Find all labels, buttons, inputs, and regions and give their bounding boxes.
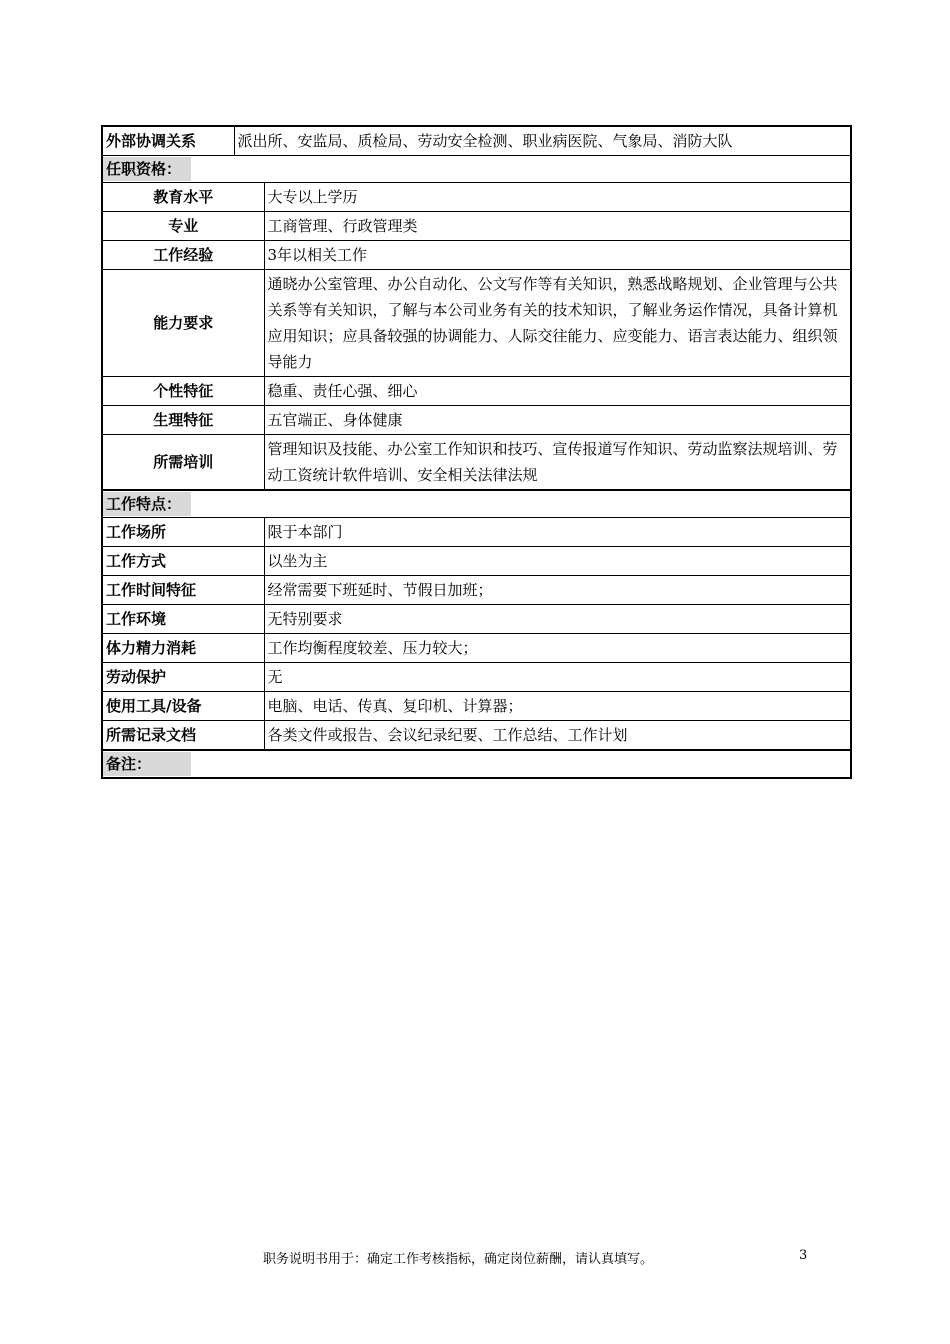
ability-label: 能力要求 — [102, 270, 264, 377]
tools-label: 使用工具/设备 — [102, 692, 264, 721]
documents-value: 各类文件或报告、会议纪录纪要、工作总结、工作计划 — [264, 721, 851, 751]
qualification-section-title: 任职资格： — [103, 157, 191, 181]
table-row — [102, 406, 851, 435]
table-row — [102, 605, 851, 634]
table-row — [102, 435, 851, 491]
major-label: 专业 — [102, 212, 264, 241]
work-time-value: 经常需要下班延时、节假日加班； — [264, 576, 851, 605]
table-row — [102, 692, 851, 721]
training-value: 管理知识及技能、办公室工作知识和技巧、宣传报道写作知识、劳动监察法规培训、劳动工资统计软件培训、安全相关法律法规 — [264, 435, 851, 491]
table-row — [102, 547, 851, 576]
education-label: 教育水平 — [102, 183, 264, 212]
table-row — [102, 634, 851, 663]
table-row — [102, 241, 851, 270]
tools-value: 电脑、电话、传真、复印机、计算器； — [264, 692, 851, 721]
qualification-section-row — [102, 156, 851, 183]
qualification-section — [102, 156, 851, 183]
training-label: 所需培训 — [102, 435, 264, 491]
remarks-section — [102, 750, 851, 778]
table-row — [102, 377, 851, 406]
experience-label: 工作经验 — [102, 241, 264, 270]
external-relations-row — [102, 126, 851, 156]
work-section-row — [102, 490, 851, 518]
table-row — [102, 183, 851, 212]
table-row — [102, 212, 851, 241]
work-time-label: 工作时间特征 — [102, 576, 264, 605]
major-value: 工商管理、行政管理类 — [264, 212, 851, 241]
physical-value: 五官端正、身体健康 — [264, 406, 851, 435]
workplace-label: 工作场所 — [102, 518, 264, 547]
work-mode-value: 以坐为主 — [264, 547, 851, 576]
table-row — [102, 663, 851, 692]
external-relations-label: 外部协调关系 — [102, 126, 234, 156]
remarks-row — [102, 750, 851, 778]
physical-label: 生理特征 — [102, 406, 264, 435]
work-section-title: 工作特点： — [103, 492, 191, 516]
personality-label: 个性特征 — [102, 377, 264, 406]
table-row — [102, 518, 851, 547]
energy-value: 工作均衡程度较差、压力较大； — [264, 634, 851, 663]
work-mode-label: 工作方式 — [102, 547, 264, 576]
ability-value: 通晓办公室管理、办公自动化、公文写作等有关知识，熟悉战略规划、企业管理与公共关系等有关知识，了解与本公司业务有关的技术知识，了解业务运作情况，具备计算机应用知识；应具备较强的协调能力、人际交往能力、应变能力、语言表达能力、组织领导能力 — [264, 270, 851, 377]
experience-value: 3年以相关工作 — [264, 241, 851, 270]
job-description-table — [101, 125, 852, 779]
education-value: 大专以上学历 — [264, 183, 851, 212]
environment-value: 无特别要求 — [264, 605, 851, 634]
protection-label: 劳动保护 — [102, 663, 264, 692]
personality-value: 稳重、责任心强、细心 — [264, 377, 851, 406]
table-row — [102, 576, 851, 605]
environment-label: 工作环境 — [102, 605, 264, 634]
documents-label: 所需记录文档 — [102, 721, 264, 751]
page-number: 3 — [799, 1248, 808, 1263]
table-row — [102, 270, 851, 377]
footer-note: 职务说明书用于：确定工作考核指标，确定岗位薪酬，请认真填写。 — [263, 1252, 654, 1267]
external-relations-value: 派出所、安监局、质检局、劳动安全检测、职业病医院、气象局、消防大队 — [234, 126, 851, 156]
workplace-value: 限于本部门 — [264, 518, 851, 547]
protection-value: 无 — [264, 663, 851, 692]
remarks-title: 备注： — [103, 752, 191, 776]
table-row — [102, 721, 851, 751]
energy-label: 体力精力消耗 — [102, 634, 264, 663]
work-section — [102, 490, 851, 518]
